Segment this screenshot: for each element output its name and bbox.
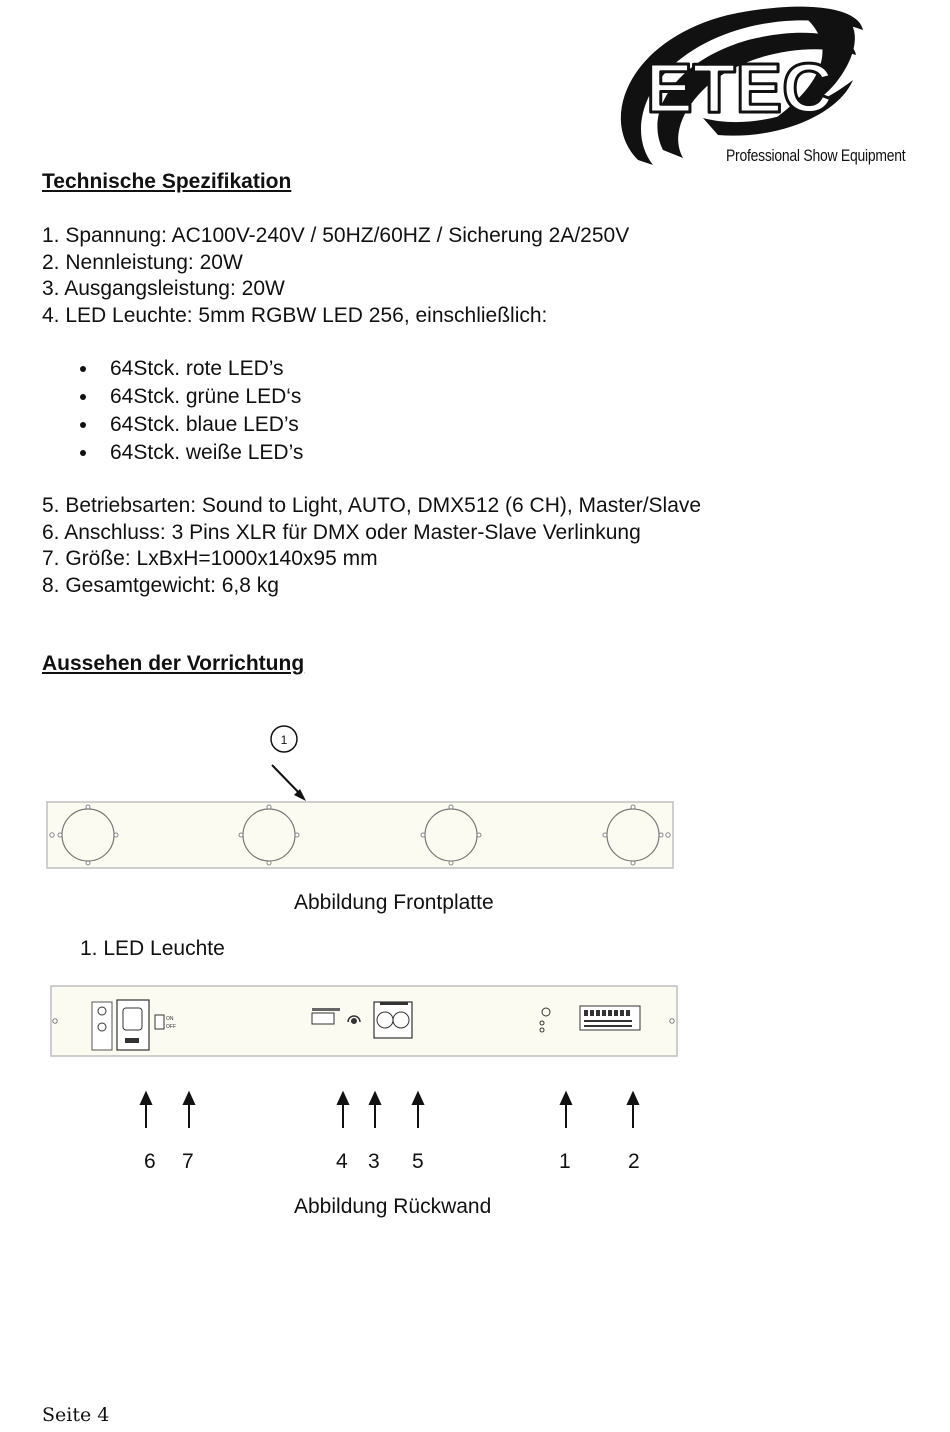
panel-screw [670, 1019, 674, 1023]
bullet-icon [80, 422, 86, 428]
spec-item: 2. Nennleistung: 20W [42, 250, 243, 274]
svg-text:OFF: OFF [166, 1024, 176, 1030]
rear-caption: Abbildung Rückwand [294, 1195, 492, 1218]
bullet-icon [80, 394, 86, 400]
spec-list [42, 223, 629, 329]
logo-brand-text: ETEC [646, 49, 833, 127]
list-item [42, 383, 303, 411]
logo-tagline: Professional Show Equipment [726, 146, 906, 165]
svg-text:ON: ON [166, 1016, 174, 1022]
rear-label-7: 7 [182, 1150, 194, 1173]
spec-list-continued [42, 493, 701, 599]
bullet-text: 64Stck. blaue LED’s [110, 413, 299, 436]
rear-label-3: 3 [368, 1150, 380, 1173]
spec-item: 3. Ausgangsleistung: 20W [42, 277, 285, 300]
list-item [42, 355, 303, 383]
list-item [42, 439, 303, 467]
bullet-text: 64Stck. weiße LED’s [110, 441, 304, 464]
spec-heading: Technische Spezifikation [42, 170, 292, 193]
front-panel [47, 802, 673, 868]
bullet-icon [80, 450, 86, 456]
rear-label-6: 6 [144, 1150, 156, 1173]
spec-item: 4. LED Leuchte: 5mm RGBW LED 256, einschließlich: [42, 303, 548, 327]
led-bullet-list [42, 355, 303, 467]
spec-item: 8. Gesamtgewicht: 6,8 kg [42, 573, 279, 597]
rear-label-5: 5 [412, 1150, 424, 1173]
front-caption: Abbildung Frontplatte [294, 891, 494, 914]
etec-logo-graphic [608, 0, 918, 170]
power-inlet [92, 1002, 112, 1050]
rear-arrows [141, 1093, 638, 1128]
brand-logo [608, 0, 918, 180]
dmx-display [312, 1013, 334, 1024]
spec-item: 6. Anschluss: 3 Pins XLR für DMX oder Master-Slave Verlinkung [42, 520, 641, 544]
socket-label [125, 1038, 139, 1043]
rear-panel-diagram [0, 980, 700, 1130]
front-panel-diagram [0, 715, 700, 885]
bullet-text: 64Stck. grüne LED‘s [110, 385, 302, 408]
rear-label-4: 4 [336, 1150, 348, 1173]
callout-arrow [272, 765, 302, 796]
display-label [312, 1008, 340, 1011]
front-legend: 1. LED Leuchte [80, 937, 225, 960]
rear-label-1: 1 [559, 1150, 571, 1173]
spec-item: 7. Größe: LxBxH=1000x140x95 mm [42, 547, 378, 570]
spec-item: 5. Betriebsarten: Sound to Light, AUTO, DMX512 (6 CH), Master/Slave [42, 494, 702, 517]
bullet-text: 64Stck. rote LED’s [110, 357, 284, 380]
bullet-icon [80, 366, 86, 372]
appearance-heading: Aussehen der Vorrichtung [42, 652, 305, 675]
power-switch [155, 1015, 164, 1029]
list-item [42, 411, 303, 439]
rear-label-2: 2 [628, 1150, 640, 1173]
spec-item: 1. Spannung: AC100V-240V / 50HZ/60HZ / Sicherung 2A/250V [42, 224, 630, 247]
page-number: Seite 4 [42, 1404, 110, 1426]
panel-screw [53, 1019, 57, 1023]
callout-number: 1 [280, 733, 288, 747]
